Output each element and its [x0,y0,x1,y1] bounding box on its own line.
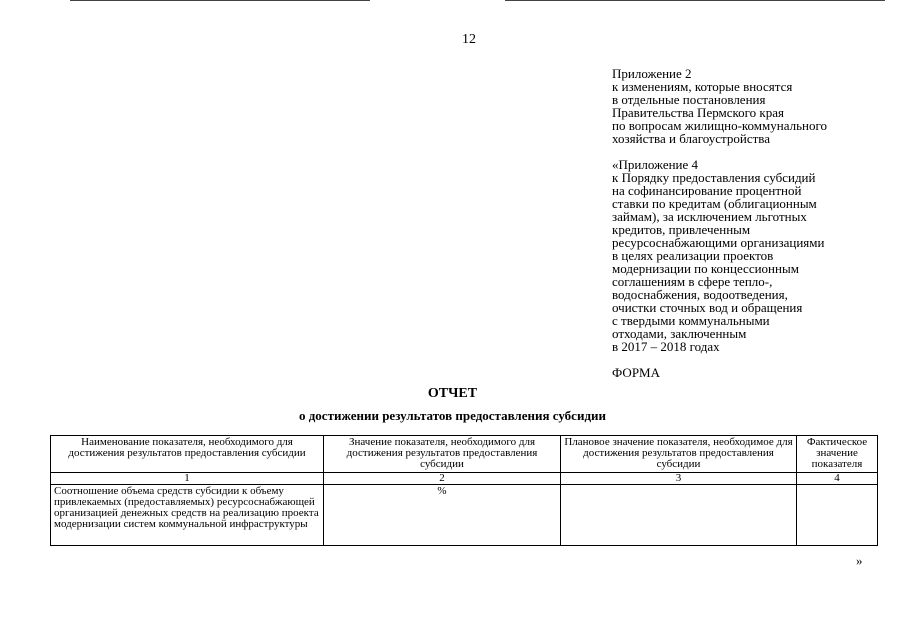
appendix-4-line: очистки сточных вод и обращения [612,300,803,315]
header-cell-actual-value: Фактическое значение показателя [797,436,878,473]
table-row [51,485,878,546]
report-table [50,435,878,546]
appendix-4-line: модернизации по концессионным [612,261,799,276]
closing-quote: » [856,553,863,568]
appendix-2-line: Приложение 2 [612,66,692,81]
header-cell-planned-value: Плановое значение показателя, необходимое для достижения результатов предоставления субсидии [561,436,797,473]
indicator-value-cell: % [324,485,561,546]
appendix-4-heading [612,158,824,353]
column-number: 2 [324,473,561,485]
planned-value-cell [561,485,797,546]
appendix-4-line: займам), за исключением льготных [612,209,807,224]
appendix-4-line: в целях реализации проектов [612,248,774,263]
report-subtitle: о достижении результатов предоставления субсидии [298,408,607,423]
appendix-2-line: к изменениям, которые вносятся [612,79,793,94]
appendix-2-line: в отдельные постановления [612,92,766,107]
appendix-4-line: кредитов, привлеченным [612,222,751,237]
appendix-4-line: ресурсоснабжающими организациями [612,235,825,250]
table-column-number-row [51,473,878,485]
appendix-4-line: ставки по кредитам (облигационным [612,196,817,211]
appendix-2-heading [612,67,827,145]
appendix-4-line: «Приложение 4 [612,157,699,172]
column-number: 1 [51,473,324,485]
appendix-4-line: водоснабжения, водоотведения, [612,287,788,302]
column-number: 3 [561,473,797,485]
appendix-4-line: к Порядку предоставления субсидий [612,170,816,185]
appendix-2-line: хозяйства и благоустройства [612,131,771,146]
actual-value-cell [797,485,878,546]
appendix-4-line: в 2017 – 2018 годах [612,339,720,354]
appendix-4-line: отходами, заключенным [612,326,747,341]
table-header-row [51,436,878,473]
page-number: 12 [462,32,476,47]
header-cell-indicator-name: Наименование показателя, необходимого для достижения результатов предоставления субсидии [51,436,324,473]
indicator-name-cell: Соотношение объема средств субсидии к объему привлекаемых (предоставляемых) ресурсоснабжающей организацией денежных средств на реализацию проекта модернизации систем коммунальной инфраструктуры [51,485,324,546]
appendix-2-line: по вопросам жилищно-коммунального [612,118,827,133]
header-cell-indicator-value: Значение показателя, необходимого для достижения результатов предоставления субсидии [324,436,561,473]
top-border-right [505,0,885,1]
appendix-4-line: с твердыми коммунальными [612,313,770,328]
appendix-2-line: Правительства Пермского края [612,105,784,120]
column-number: 4 [797,473,878,485]
form-label: ФОРМА [612,365,660,380]
appendix-4-line: соглашениям в сфере тепло-, [612,274,773,289]
report-title: ОТЧЕТ [427,386,478,401]
top-border-left [70,0,370,1]
appendix-4-line: на софинансирование процентной [612,183,802,198]
